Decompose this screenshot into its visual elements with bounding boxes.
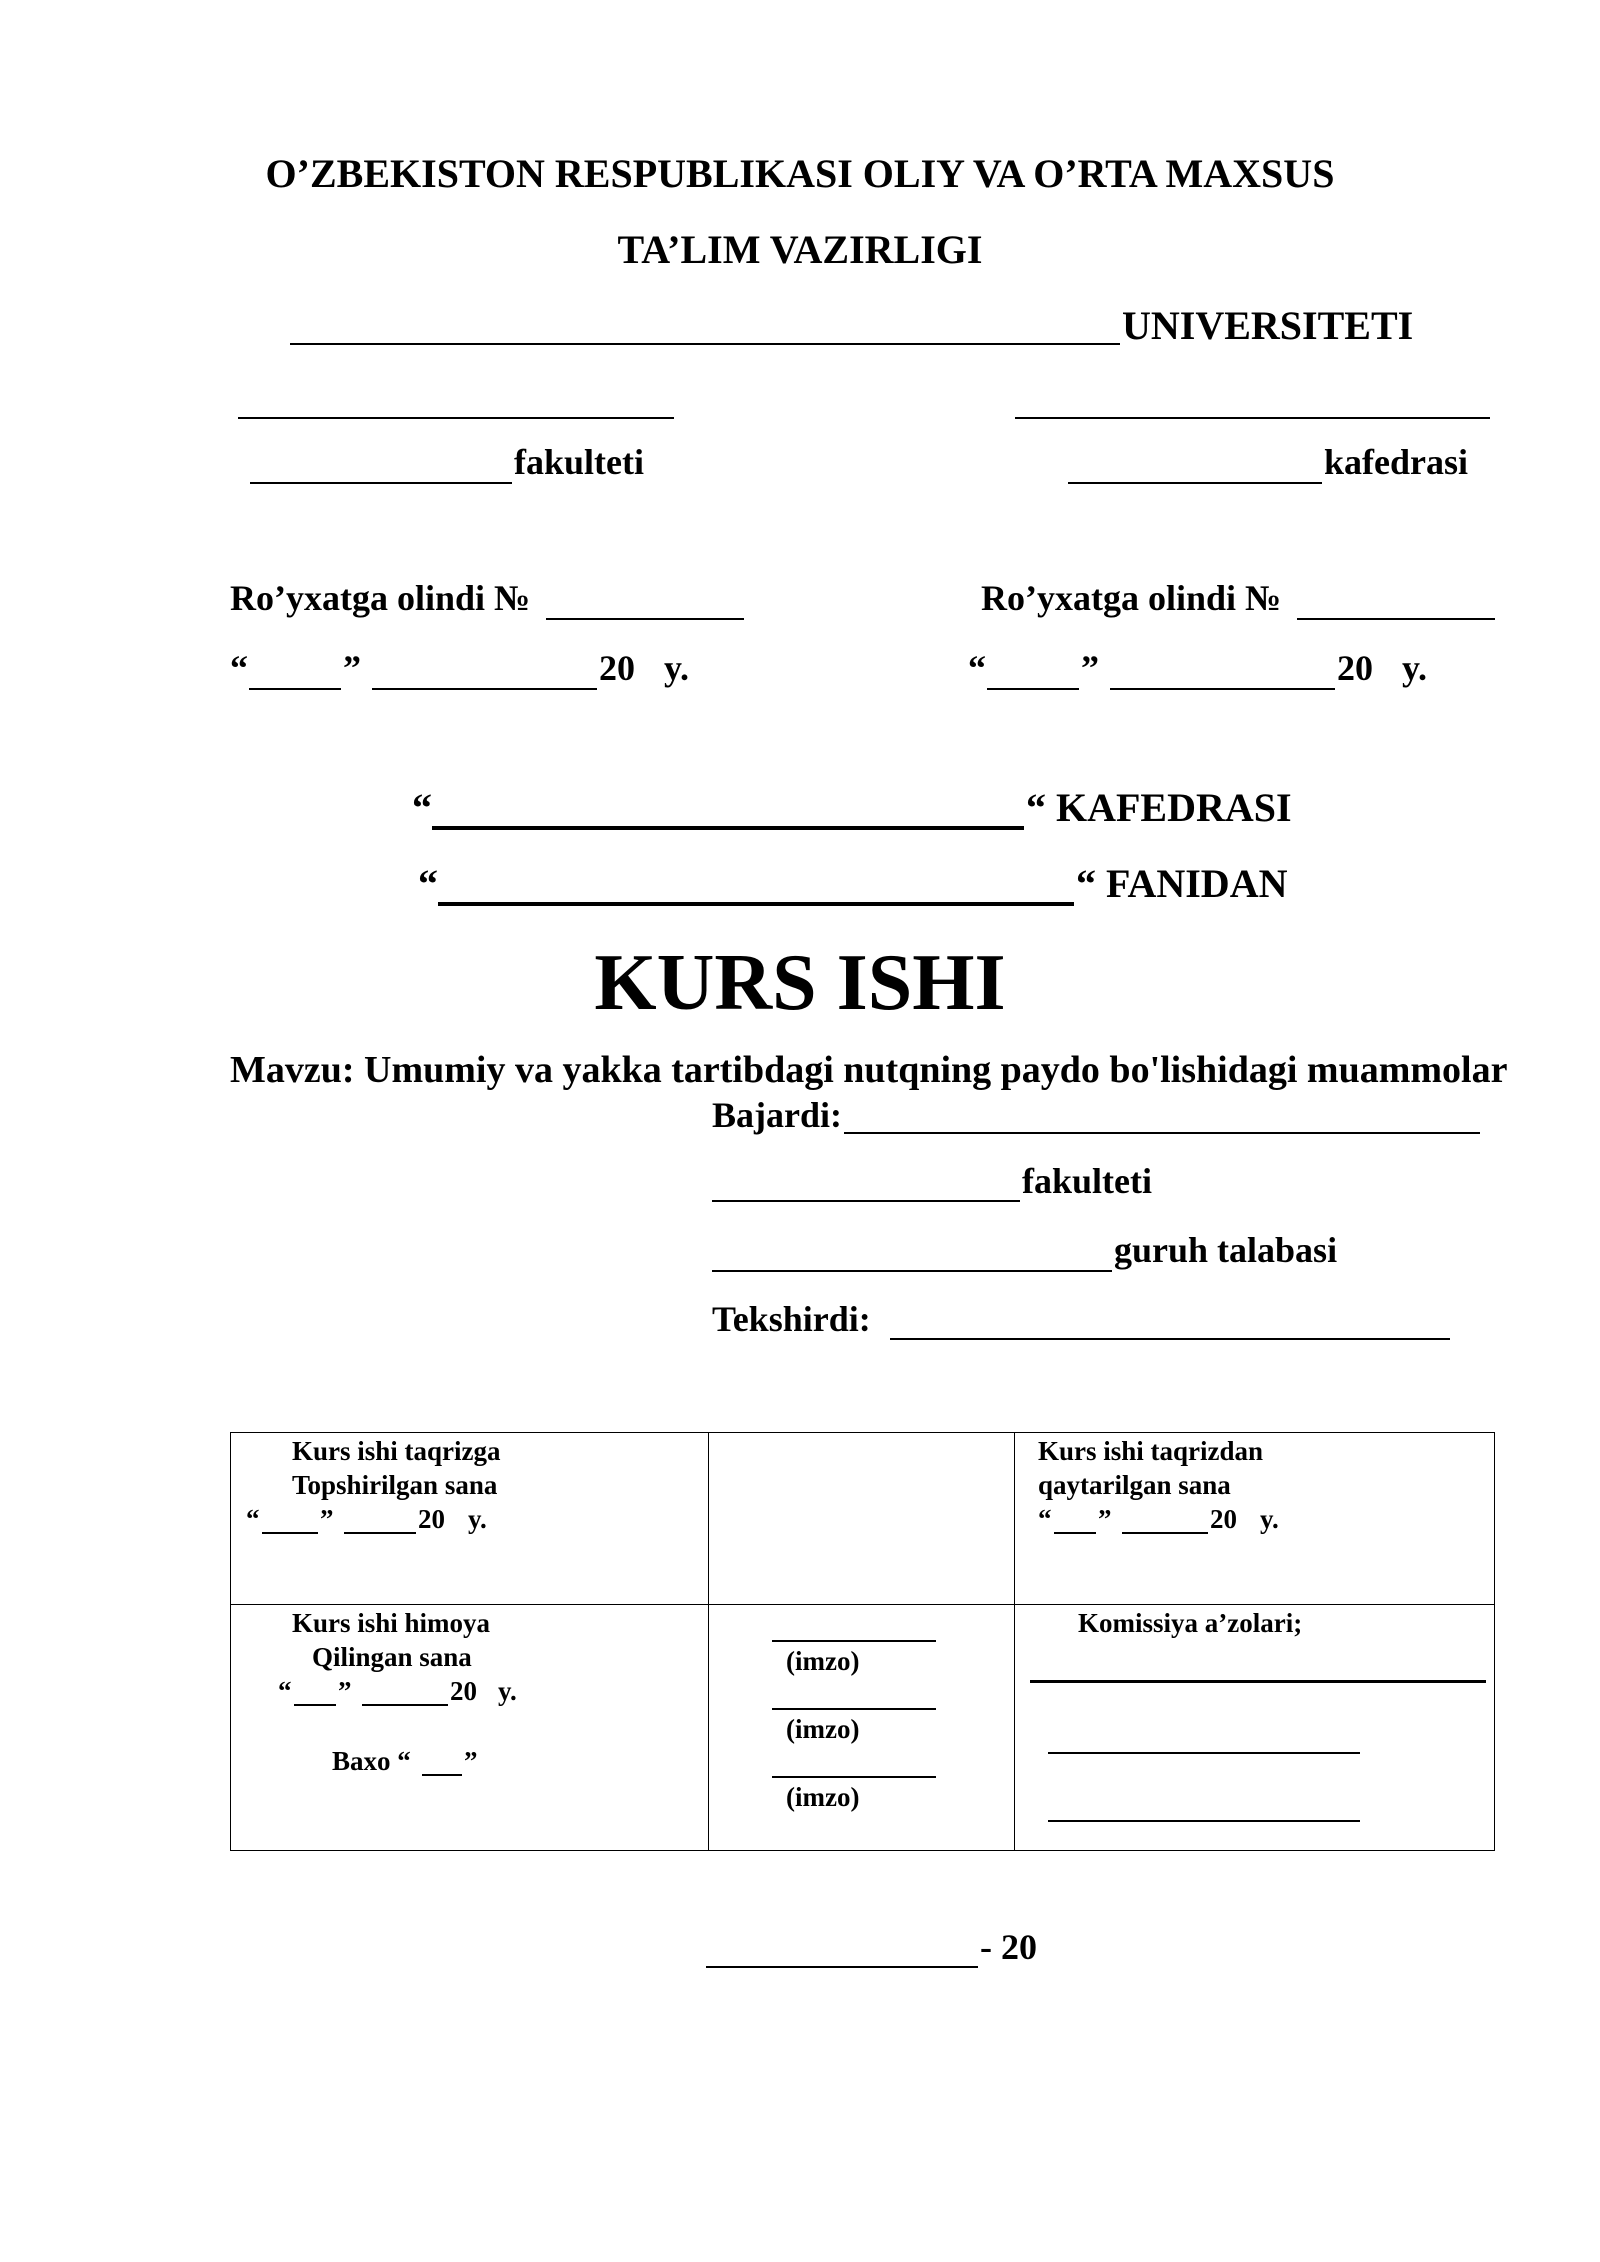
returned-year-suffix: y. (1260, 1504, 1279, 1534)
registration-right-year: 20 (1337, 648, 1373, 688)
grade-label: Baxo “ (332, 1746, 411, 1776)
signature-line-1 (772, 1640, 936, 1642)
table-divider-2 (1014, 1432, 1015, 1851)
defended-year-suffix: y. (498, 1676, 517, 1706)
registration-left-label: Ro’yxatga olindi № (230, 578, 531, 618)
department-name-blank (1068, 482, 1322, 484)
registration-left-close-quote: ” (343, 648, 361, 688)
department-label: kafedrasi (1324, 442, 1468, 482)
city-blank (706, 1966, 978, 1968)
submitted-day-blank (262, 1532, 318, 1534)
department-name-blank-top (1015, 417, 1490, 419)
registration-right-close-quote: ” (1081, 648, 1099, 688)
faculty-label: fakulteti (514, 442, 644, 482)
registration-right-number-blank (1297, 618, 1495, 620)
returned-day-blank (1054, 1532, 1096, 1534)
signature-line-3 (772, 1776, 936, 1778)
submitted-open-quote: “ (246, 1504, 260, 1534)
student-group-label: guruh talabasi (1114, 1230, 1338, 1270)
student-faculty-label: fakulteti (1022, 1161, 1152, 1201)
commission-member-line-3 (1048, 1820, 1360, 1822)
signature-line-2 (772, 1708, 936, 1710)
defended-year: 20 (450, 1676, 477, 1706)
done-by-blank (844, 1132, 1480, 1134)
defended-open-quote: “ (278, 1676, 292, 1706)
student-faculty-blank (712, 1200, 1020, 1202)
registration-right-year-suffix: y. (1402, 648, 1428, 688)
signature-caption-1: (imzo) (786, 1646, 860, 1676)
university-name-blank (290, 343, 1120, 345)
returned-month-blank (1122, 1532, 1208, 1534)
signature-caption-2: (imzo) (786, 1714, 860, 1744)
registration-right-month-blank (1110, 688, 1335, 690)
commission-label: Komissiya a’zolari; (1078, 1608, 1303, 1638)
registration-left-month-blank (372, 688, 597, 690)
department-open-quote: “ (412, 785, 432, 830)
faculty-name-blank (250, 482, 512, 484)
grade-close-quote: ” (464, 1746, 478, 1776)
commission-member-line-1 (1030, 1680, 1486, 1683)
subject-suffix: “ FANIDAN (1076, 861, 1288, 906)
registration-right-open-quote: “ (968, 648, 986, 688)
submitted-close-quote: ” (320, 1504, 334, 1534)
returned-year: 20 (1210, 1504, 1237, 1534)
defended-close-quote: ” (338, 1676, 352, 1706)
submitted-year-suffix: y. (468, 1504, 487, 1534)
subject-open-quote: “ (418, 861, 438, 906)
subject-name-blank (438, 902, 1074, 906)
done-by-label: Bajardi: (712, 1095, 842, 1135)
submitted-line-1: Kurs ishi taqrizga (292, 1436, 501, 1466)
grade-blank (422, 1774, 462, 1776)
university-label: UNIVERSITETI (1122, 303, 1414, 348)
student-group-blank (712, 1270, 1112, 1272)
defended-day-blank (294, 1704, 336, 1706)
registration-left-day-blank (249, 688, 341, 690)
checked-by-label: Tekshirdi: (712, 1299, 871, 1339)
registration-right-label: Ro’yxatga olindi № (981, 578, 1282, 618)
faculty-name-blank-top (238, 417, 674, 419)
checked-by-blank (890, 1338, 1450, 1340)
commission-member-line-2 (1048, 1752, 1360, 1754)
registration-left-open-quote: “ (230, 648, 248, 688)
returned-close-quote: ” (1098, 1504, 1112, 1534)
ministry-line-2: TA’LIM VAZIRLIGI (617, 227, 983, 272)
returned-line-2: qaytarilgan sana (1038, 1470, 1231, 1500)
topic: Mavzu: Umumiy va yakka tartibdagi nutqning paydo bo'lishidagi muammolar (230, 1049, 1508, 1091)
document-title: KURS ISHI (594, 939, 1006, 1027)
submitted-line-2: Topshirilgan sana (292, 1470, 498, 1500)
defended-line-2: Qilingan sana (312, 1642, 472, 1672)
defended-month-blank (362, 1704, 448, 1706)
table-row-divider (230, 1604, 1495, 1605)
registration-left-year: 20 (599, 648, 635, 688)
defended-line-1: Kurs ishi himoya (292, 1608, 491, 1638)
department-suffix: “ KAFEDRASI (1026, 785, 1292, 830)
signature-caption-3: (imzo) (786, 1782, 860, 1812)
returned-line-1: Kurs ishi taqrizdan (1038, 1436, 1264, 1466)
registration-right-day-blank (987, 688, 1079, 690)
registration-left-number-blank (546, 618, 744, 620)
registration-left-year-suffix: y. (664, 648, 690, 688)
footer-year: - 20 (980, 1927, 1037, 1967)
returned-open-quote: “ (1038, 1504, 1052, 1534)
department-subject-blank (432, 826, 1024, 830)
submitted-month-blank (344, 1532, 416, 1534)
table-divider-1 (708, 1432, 709, 1851)
ministry-line-1: O’ZBEKISTON RESPUBLIKASI OLIY VA O’RTA MAXSUS (265, 151, 1335, 196)
submitted-year: 20 (418, 1504, 445, 1534)
